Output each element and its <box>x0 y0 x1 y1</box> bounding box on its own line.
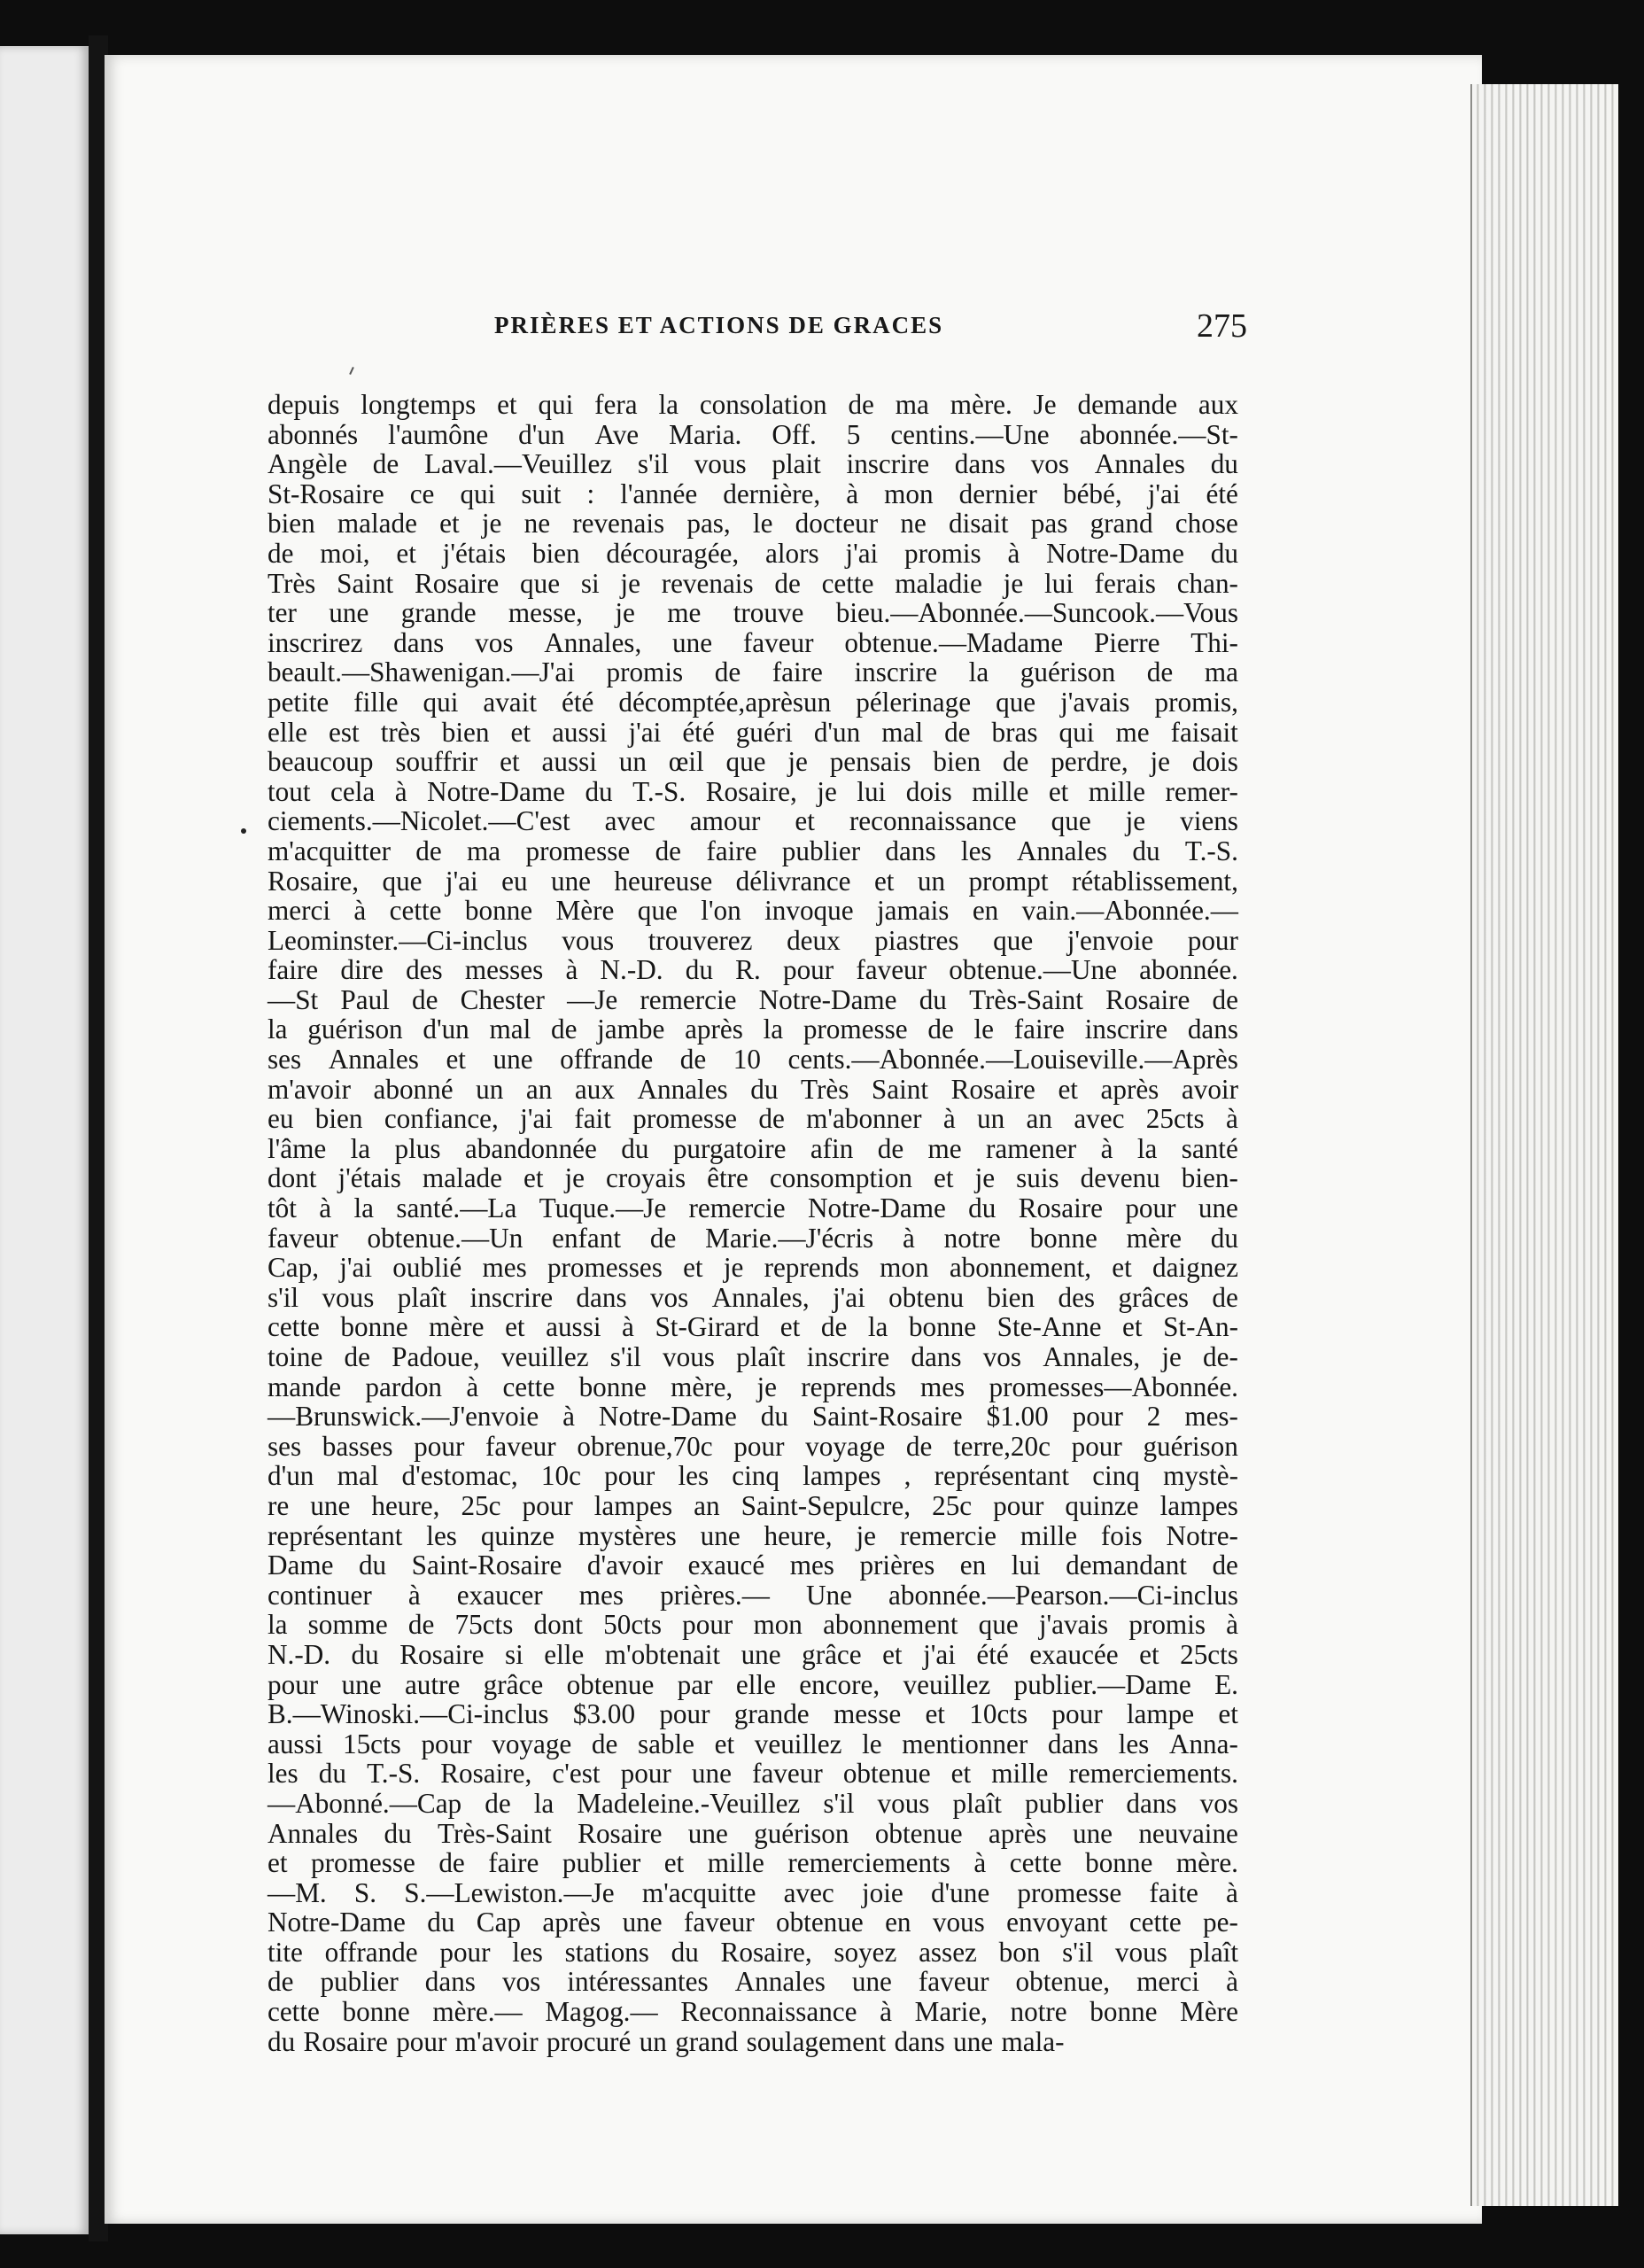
text-line: cette bonne mère et aussi à St-Girard et de la bonne Ste-Anne et St-An- <box>268 1311 1238 1343</box>
page-stack-edges <box>1470 84 1618 2206</box>
text-line: dont j'étais malade et je croyais être consomption et je suis devenu bien- <box>268 1162 1238 1194</box>
text-line: beaucoup souffrir et aussi un œil que je pensais bien de perdre, je dois <box>268 746 1238 778</box>
text-line: l'âme la plus abandonnée du purgatoire afin de me ramener à la santé <box>268 1132 1238 1164</box>
text-line: et promesse de faire publier et mille remerciements à cette bonne mère. <box>268 1847 1238 1879</box>
text-line: ses Annales et une offrande de 10 cents.—Abonnée.—Louiseville.—Après <box>268 1044 1238 1076</box>
text-line: inscrirez dans vos Annales, une faveur obtenue.—Madame Pierre Thi- <box>268 626 1238 658</box>
text-line: tout cela à Notre-Dame du T.-S. Rosaire, je lui dois mille et mille remer- <box>268 775 1238 807</box>
text-line: —St Paul de Chester —Je remercie Notre-Dame du Très-Saint Rosaire de <box>268 983 1238 1015</box>
text-line: tôt à la santé.—La Tuque.—Je remercie Notre-Dame du Rosaire pour une <box>268 1192 1238 1224</box>
text-line: d'un mal d'estomac, 10c pour les cinq lampes , représentant cinq mystè- <box>268 1460 1238 1492</box>
text-line: Cap, j'ai oublié mes promesses et je reprends mon abonnement, et daignez <box>268 1252 1238 1284</box>
text-line: bien malade et je ne revenais pas, le docteur ne disait pas grand chose <box>268 508 1238 540</box>
text-line: de publier dans vos intéressantes Annales une faveur obtenue, merci à <box>268 1966 1238 1998</box>
text-line: ciements.—Nicolet.—C'est avec amour et reconnaissance que je viens <box>268 805 1238 837</box>
text-line: la guérison d'un mal de jambe après la promesse de le faire inscrire dans <box>268 1014 1238 1045</box>
text-line: les du T.-S. Rosaire, c'est pour une faveur obtenue et mille remerciements. <box>268 1758 1238 1790</box>
text-line: mande pardon à cette bonne mère, je reprends mes promesses—Abonnée. <box>268 1371 1238 1402</box>
text-line: faire dire des messes à N.-D. du R. pour faveur obtenue.—Une abonnée. <box>268 954 1238 986</box>
text-line: représentant les quinze mystères une heure, je remercie mille fois Notre- <box>268 1519 1238 1551</box>
text-line: toine de Padoue, veuillez s'il vous plaît inscrire dans vos Annales, je de- <box>268 1341 1238 1372</box>
text-line: petite fille qui avait été décomptée,aprèsun pélerinage que j'avais promis, <box>268 686 1238 718</box>
text-line: continuer à exaucer mes prières.— Une abonnée.—Pearson.—Ci-inclus <box>268 1579 1238 1611</box>
text-line: m'avoir abonné un an aux Annales du Très Saint Rosaire et après avoir <box>268 1073 1238 1105</box>
text-line: Notre-Dame du Cap après une faveur obtenue en vous envoyant cette pe- <box>268 1907 1238 1938</box>
text-line: abonnés l'aumône d'un Ave Maria. Off. 5 centins.—Une abonnée.—St- <box>268 418 1238 450</box>
text-line: —M. S. S.—Lewiston.—Je m'acquitte avec joie d'une promesse faite à <box>268 1876 1238 1908</box>
text-line: aussi 15cts pour voyage de sable et veuillez le mentionner dans les Anna- <box>268 1728 1238 1759</box>
text-line: St-Rosaire ce qui suit : l'année dernière, à mon dernier bébé, j'ai été <box>268 478 1238 509</box>
text-line: beault.—Shawenigan.—J'ai promis de faire inscrire la guérison de ma <box>268 656 1238 688</box>
text-line: s'il vous plaît inscrire dans vos Annales, j'ai obtenu bien des grâces de <box>268 1281 1238 1313</box>
body-text <box>268 390 1238 2056</box>
page-number: 275 <box>1197 307 1247 345</box>
text-line: N.-D. du Rosaire si elle m'obtenait une grâce et j'ai été exaucée et 25cts <box>268 1638 1238 1670</box>
text-line: B.—Winoski.—Ci-inclus $3.00 pour grande messe et 10cts pour lampe et <box>268 1698 1238 1730</box>
text-line: —Brunswick.—J'envoie à Notre-Dame du Saint-Rosaire $1.00 pour 2 mes- <box>268 1401 1238 1433</box>
running-title: PRIÈRES ET ACTIONS DE GRACES <box>494 312 944 338</box>
text-line: Dame du Saint-Rosaire d'avoir exaucé mes prières en lui demandant de <box>268 1550 1238 1581</box>
text-line: pour une autre grâce obtenue par elle encore, veuillez publier.—Dame E. <box>268 1668 1238 1700</box>
text-line: merci à cette bonne Mère que l'on invoque jamais en vain.—Abonnée.— <box>268 895 1238 927</box>
text-line: de moi, et j'étais bien découragée, alors j'ai promis à Notre-Dame du <box>268 537 1238 569</box>
text-line: Leominster.—Ci-inclus vous trouverez deux piastres que j'envoie pour <box>268 924 1238 956</box>
text-line: ter une grande messe, je me trouve bieu.—Abonnée.—Suncook.—Vous <box>268 597 1238 629</box>
text-line: tite offrande pour les stations du Rosaire, soyez assez bon s'il vous plaît <box>268 1936 1238 1968</box>
text-line: re une heure, 25c pour lampes an Saint-Sepulcre, 25c pour quinze lampes <box>268 1489 1238 1521</box>
text-line: —Abonné.—Cap de la Madeleine.-Veuillez s'il vous plaît publier dans vos <box>268 1787 1238 1819</box>
text-line: Rosaire, que j'ai eu une heureuse délivrance et un prompt rétablissement, <box>268 865 1238 897</box>
text-line: cette bonne mère.— Magog.— Reconnaissance à Marie, notre bonne Mère <box>268 1996 1238 2028</box>
text-line: ses basses pour faveur obrenue,70c pour voyage de terre,20c pour guérison <box>268 1430 1238 1462</box>
margin-dot <box>241 828 246 834</box>
text-line: faveur obtenue.—Un enfant de Marie.—J'écris à notre bonne mère du <box>268 1222 1238 1254</box>
text-line: la somme de 75cts dont 50cts pour mon abonnement que j'avais promis à <box>268 1609 1238 1641</box>
facing-page-edge <box>0 46 89 2234</box>
text-line: elle est très bien et aussi j'ai été guéri d'un mal de bras qui me faisait <box>268 716 1238 748</box>
text-line: du Rosaire pour m'avoir procuré un grand soulagement dans une mala- <box>268 2025 1065 2057</box>
text-line: m'acquitter de ma promesse de faire publier dans les Annales du T.-S. <box>268 835 1238 866</box>
page-header <box>494 307 1247 356</box>
text-line: Angèle de Laval.—Veuillez s'il vous plait inscrire dans vos Annales du <box>268 448 1238 480</box>
text-line: eu bien confiance, j'ai fait promesse de m'abonner à un an avec 25cts à <box>268 1103 1238 1135</box>
text-line: Très Saint Rosaire que si je revenais de cette maladie je lui ferais chan- <box>268 567 1238 599</box>
text-line: depuis longtemps et qui fera la consolation de ma mère. Je demande aux <box>268 389 1238 420</box>
text-line: Annales du Très-Saint Rosaire une guérison obtenue après une neuvaine <box>268 1817 1238 1849</box>
